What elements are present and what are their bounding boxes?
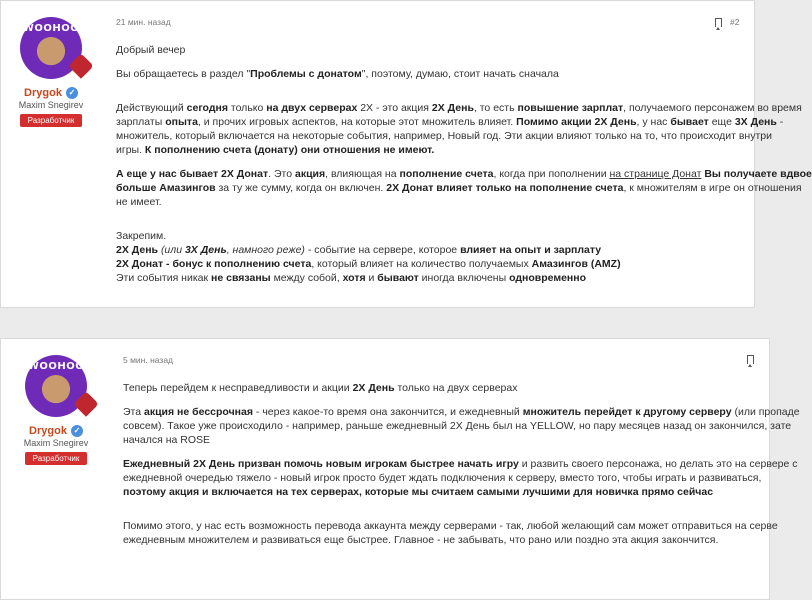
text-segment: и развить своего персонажа, но делать это на сервере с [518, 458, 798, 470]
text-segment: множитель перейдет к другому серверу [522, 406, 732, 418]
text-segment: Амазингов (AMZ) [531, 258, 621, 270]
forum-post-2 [0, 338, 800, 600]
post-line [116, 115, 812, 129]
post-line [123, 419, 800, 433]
post-line [116, 43, 812, 57]
text-segment: Вы получаете вдвое [704, 168, 812, 180]
text-segment: 2X Донат - бонус к пополнению счета [116, 258, 312, 270]
post-line [123, 405, 800, 419]
text-segment: еще [708, 116, 735, 128]
text-segment: иногда включены [418, 272, 510, 284]
text-segment: на двух серверах [266, 102, 358, 114]
text-segment: (или пропаде [731, 406, 800, 418]
text-segment: К пополнению счета (донату) они отношения не имеют. [144, 144, 435, 156]
text-segment: Помимо этого, у нас есть возможность перевода аккаунта между серверами - так, любой желающий сам может отправиться на серве [123, 520, 778, 532]
text-segment: ежедневной очередью тяжело - новый игрок просто будет ждать подключения к серверу, вместо того, чтобы играть и развиваться, [123, 472, 762, 484]
text-segment: 2X - это акция [357, 102, 432, 114]
text-segment: зарплаты [116, 116, 166, 128]
text-segment: не связаны [211, 272, 271, 284]
heart-icon [68, 53, 93, 78]
post-author [16, 17, 86, 127]
text-segment: множитель, который включается на некоторые события, например, Новый год. Эти акции влияют только на то, что происходит внутри [116, 130, 772, 142]
post-line [123, 519, 800, 533]
text-segment: акция [294, 168, 326, 180]
text-segment: - [776, 116, 784, 128]
text-segment: Добрый вечер [116, 44, 186, 56]
text-segment: игры. [116, 144, 145, 156]
post-body [123, 381, 800, 547]
post-line [116, 181, 812, 195]
post-number[interactable]: #2 [730, 17, 740, 27]
post-line [116, 271, 812, 285]
text-segment: только на двух серверах [394, 382, 518, 394]
post-line [123, 485, 800, 499]
post-time[interactable]: 21 мин. назад [116, 17, 171, 27]
text-segment: Теперь перейдем к несправедливости и акции [123, 382, 353, 394]
donate-page-link[interactable]: на странице Донат [609, 168, 702, 180]
text-segment: Ежедневный 2X День призван помочь новым игрокам быстрее начать игру [123, 458, 519, 470]
bookmark-icon[interactable] [747, 355, 754, 364]
text-segment: , влияющая на [325, 168, 400, 180]
text-segment: 2X Донат влияет только на пополнение счета [386, 182, 624, 194]
text-segment: . Это [268, 168, 295, 180]
text-segment: больше Амазингов [116, 182, 216, 194]
text-segment: повышение зарплат [517, 102, 624, 114]
text-segment: Действующий [116, 102, 187, 114]
author-name[interactable]: Drygok [29, 425, 67, 437]
text-segment: Вы обращаетесь в раздел " [116, 68, 251, 80]
text-segment: Закрепим. [116, 230, 167, 242]
text-segment: ежедневным множителем и развиваться еще быстрее. Главное - не забывать, что рано или поздно эта акция закончится. [123, 534, 719, 546]
post-line [123, 433, 800, 447]
role-badge: Разработчик [20, 114, 83, 127]
verified-icon: ✓ [71, 425, 83, 437]
text-segment: одновременно [509, 272, 587, 284]
post-line [116, 257, 812, 271]
author-subname: Maxim Snegirev [23, 438, 89, 448]
post-time[interactable]: 5 мин. назад [123, 355, 174, 365]
heart-icon [73, 391, 98, 416]
text-segment: - событие на сервере, которое [304, 244, 461, 256]
text-segment: 2X День [431, 102, 474, 114]
text-segment: только [227, 102, 267, 114]
post-actions [715, 17, 739, 27]
text-segment: , когда при пополнении [493, 168, 610, 180]
post-line [116, 195, 812, 209]
text-segment: сегодня [186, 102, 228, 114]
post-line [123, 457, 800, 471]
text-segment: совсем). Такое уже происходило - например, раньше ежедневный 2X День был на YELLOW, но пару месяцев назад он закончился, зате [123, 420, 792, 432]
text-segment: 3X День [184, 244, 227, 256]
text-segment: не имеет. [116, 196, 162, 208]
text-segment: между собой, [270, 272, 343, 284]
post-line [116, 143, 812, 157]
text-segment: начался на ROSE [123, 434, 211, 446]
author-subname: Maxim Snegirev [18, 100, 84, 110]
author-name[interactable]: Drygok [24, 87, 62, 99]
avatar-logo-text: WOOHOO [27, 361, 85, 372]
text-segment: 2X День [116, 244, 159, 256]
post-line [116, 243, 812, 257]
text-segment: поэтому акция и включается на тех серверах, которые мы считаем самыми лучшими для новичка прямо сейчас [123, 486, 714, 498]
bookmark-icon[interactable] [715, 18, 722, 27]
avatar-logo-text: WOOHOO [22, 23, 80, 34]
post-body [116, 43, 812, 285]
verified-icon: ✓ [66, 87, 78, 99]
post-line [116, 101, 812, 115]
text-segment: , который влияет на количество получаемых [311, 258, 532, 270]
text-segment: , к множителям в игре он отношения [623, 182, 802, 194]
text-segment: опыта [165, 116, 198, 128]
text-segment: 2X День [352, 382, 395, 394]
post-line [116, 229, 812, 243]
text-segment: Эта [123, 406, 144, 418]
text-segment: и [365, 272, 378, 284]
text-segment: акция не бессрочная [144, 406, 253, 418]
text-segment: - через какое-то время она закончится, и ежедневный [252, 406, 523, 418]
text-segment: , намного реже) [226, 244, 305, 256]
role-badge: Разработчик [25, 452, 88, 465]
text-segment: 3X День [734, 116, 777, 128]
text-segment: Эти события никак [116, 272, 212, 284]
post-line [116, 129, 812, 143]
post-line [123, 381, 800, 395]
text-segment: хотя [342, 272, 366, 284]
text-segment: влияет на опыт и зарплату [460, 244, 602, 256]
text-segment: , получаемого персонажем во время [623, 102, 802, 114]
text-segment: , у нас [636, 116, 671, 128]
text-segment: (или [160, 244, 185, 256]
text-segment: бывает [670, 116, 709, 128]
post-line [116, 67, 812, 81]
text-segment: Проблемы с донатом [250, 68, 362, 80]
text-segment: А еще у нас бывает 2X Донат [116, 168, 269, 180]
text-segment: , и прочих игровых аспектов, на которые этот множитель влияет. [197, 116, 517, 128]
text-segment: , то есть [473, 102, 518, 114]
text-segment: за ту же сумму, когда он включен. [215, 182, 387, 194]
post-actions [747, 355, 754, 364]
avatar[interactable] [25, 355, 87, 417]
avatar[interactable] [20, 17, 82, 79]
post-author [21, 355, 91, 465]
post-line [123, 471, 800, 485]
text-segment: пополнение счета [399, 168, 494, 180]
text-segment: бывают [377, 272, 419, 284]
text-segment: ", поэтому, думаю, стоит начать сначала [361, 68, 559, 80]
post-line [123, 533, 800, 547]
post-line [116, 167, 812, 181]
text-segment: Помимо акции 2X День [516, 116, 637, 128]
